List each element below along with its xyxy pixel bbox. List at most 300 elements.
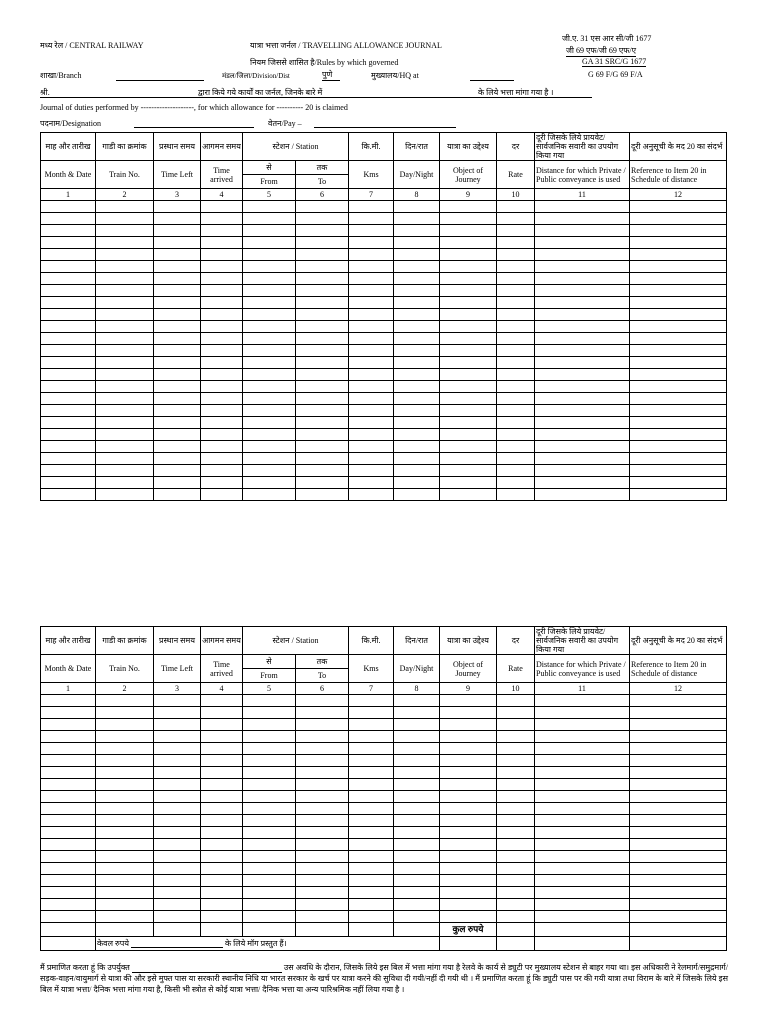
entry-cell[interactable]: [154, 719, 201, 731]
entry-cell[interactable]: [96, 297, 154, 309]
entry-cell[interactable]: [630, 273, 727, 285]
entry-cell[interactable]: [41, 779, 96, 791]
entry-cell[interactable]: [630, 731, 727, 743]
entry-cell[interactable]: [394, 357, 440, 369]
entry-cell[interactable]: [349, 465, 394, 477]
entry-cell[interactable]: [41, 731, 96, 743]
entry-cell[interactable]: [535, 779, 630, 791]
branch-field[interactable]: [116, 80, 204, 81]
entry-cell[interactable]: [96, 815, 154, 827]
entry-cell[interactable]: [41, 309, 96, 321]
entry-cell[interactable]: [154, 393, 201, 405]
entry-cell[interactable]: [497, 357, 535, 369]
division-value[interactable]: पुणे: [322, 69, 340, 81]
entry-cell[interactable]: [243, 261, 296, 273]
entry-cell[interactable]: [154, 803, 201, 815]
entry-cell[interactable]: [243, 815, 296, 827]
entry-cell[interactable]: [201, 201, 243, 213]
entry-cell[interactable]: [630, 851, 727, 863]
entry-cell[interactable]: [41, 381, 96, 393]
entry-cell[interactable]: [296, 767, 349, 779]
entry-cell[interactable]: [535, 369, 630, 381]
entry-cell[interactable]: [154, 875, 201, 887]
entry-cell[interactable]: [497, 417, 535, 429]
entry-cell[interactable]: [201, 381, 243, 393]
entry-cell[interactable]: [41, 707, 96, 719]
entry-cell[interactable]: [630, 815, 727, 827]
entry-cell[interactable]: [201, 731, 243, 743]
entry-cell[interactable]: [41, 297, 96, 309]
entry-cell[interactable]: [394, 201, 440, 213]
entry-cell[interactable]: [535, 719, 630, 731]
entry-cell[interactable]: [440, 237, 497, 249]
entry-cell[interactable]: [154, 261, 201, 273]
entry-cell[interactable]: [497, 285, 535, 297]
entry-cell[interactable]: [630, 767, 727, 779]
entry-cell[interactable]: [296, 249, 349, 261]
entry-cell[interactable]: [535, 767, 630, 779]
entry-cell[interactable]: [630, 453, 727, 465]
entry-cell[interactable]: [349, 261, 394, 273]
entry-cell[interactable]: [349, 851, 394, 863]
entry-cell[interactable]: [535, 815, 630, 827]
entry-cell[interactable]: [440, 731, 497, 743]
entry-cell[interactable]: [535, 201, 630, 213]
entry-cell[interactable]: [497, 213, 535, 225]
entry-cell[interactable]: [394, 405, 440, 417]
entry-cell[interactable]: [535, 899, 630, 911]
entry-cell[interactable]: [154, 899, 201, 911]
entry-cell[interactable]: [630, 201, 727, 213]
entry-cell[interactable]: [96, 333, 154, 345]
entry-cell[interactable]: [440, 791, 497, 803]
entry-cell[interactable]: [440, 875, 497, 887]
entry-cell[interactable]: [154, 297, 201, 309]
entry-cell[interactable]: [440, 285, 497, 297]
entry-cell[interactable]: [394, 369, 440, 381]
entry-cell[interactable]: [349, 453, 394, 465]
entry-cell[interactable]: [535, 755, 630, 767]
entry-cell[interactable]: [394, 225, 440, 237]
entry-cell[interactable]: [296, 273, 349, 285]
entry-cell[interactable]: [630, 249, 727, 261]
entry-cell[interactable]: [41, 273, 96, 285]
entry-cell[interactable]: [243, 839, 296, 851]
entry-cell[interactable]: [497, 863, 535, 875]
entry-cell[interactable]: [201, 743, 243, 755]
entry-cell[interactable]: [440, 827, 497, 839]
entry-cell[interactable]: [394, 911, 440, 923]
entry-cell[interactable]: [630, 225, 727, 237]
entry-cell[interactable]: [630, 695, 727, 707]
entry-cell[interactable]: [497, 297, 535, 309]
entry-cell[interactable]: [201, 417, 243, 429]
entry-cell[interactable]: [535, 911, 630, 923]
entry-cell[interactable]: [201, 863, 243, 875]
entry-cell[interactable]: [394, 767, 440, 779]
entry-cell[interactable]: [349, 213, 394, 225]
entry-cell[interactable]: [296, 899, 349, 911]
entry-cell[interactable]: [296, 369, 349, 381]
entry-cell[interactable]: [154, 743, 201, 755]
entry-cell[interactable]: [497, 249, 535, 261]
entry-cell[interactable]: [201, 719, 243, 731]
entry-cell[interactable]: [535, 381, 630, 393]
entry-cell[interactable]: [497, 381, 535, 393]
entry-cell[interactable]: [41, 345, 96, 357]
entry-cell[interactable]: [440, 333, 497, 345]
entry-cell[interactable]: [349, 405, 394, 417]
entry-cell[interactable]: [154, 779, 201, 791]
entry-cell[interactable]: [440, 887, 497, 899]
entry-cell[interactable]: [41, 237, 96, 249]
entry-cell[interactable]: [394, 321, 440, 333]
entry-cell[interactable]: [296, 261, 349, 273]
entry-cell[interactable]: [296, 285, 349, 297]
entry-cell[interactable]: [243, 899, 296, 911]
entry-cell[interactable]: [630, 755, 727, 767]
entry-cell[interactable]: [535, 261, 630, 273]
entry-cell[interactable]: [296, 803, 349, 815]
entry-cell[interactable]: [201, 791, 243, 803]
entry-cell[interactable]: [394, 489, 440, 501]
entry-cell[interactable]: [296, 225, 349, 237]
entry-cell[interactable]: [630, 357, 727, 369]
entry-cell[interactable]: [41, 225, 96, 237]
entry-cell[interactable]: [296, 321, 349, 333]
entry-cell[interactable]: [440, 453, 497, 465]
entry-cell[interactable]: [630, 899, 727, 911]
hq-field[interactable]: [470, 80, 514, 81]
entry-cell[interactable]: [349, 719, 394, 731]
entry-cell[interactable]: [440, 743, 497, 755]
entry-cell[interactable]: [535, 707, 630, 719]
entry-cell[interactable]: [535, 357, 630, 369]
entry-cell[interactable]: [243, 465, 296, 477]
entry-cell[interactable]: [201, 345, 243, 357]
entry-cell[interactable]: [96, 309, 154, 321]
entry-cell[interactable]: [243, 297, 296, 309]
entry-cell[interactable]: [243, 369, 296, 381]
entry-cell[interactable]: [154, 465, 201, 477]
entry-cell[interactable]: [535, 465, 630, 477]
entry-cell[interactable]: [630, 719, 727, 731]
entry-cell[interactable]: [96, 489, 154, 501]
entry-cell[interactable]: [96, 213, 154, 225]
pay-field[interactable]: [314, 127, 456, 128]
entry-cell[interactable]: [394, 803, 440, 815]
entry-cell[interactable]: [154, 863, 201, 875]
entry-cell[interactable]: [535, 851, 630, 863]
entry-cell[interactable]: [440, 477, 497, 489]
entry-cell[interactable]: [440, 225, 497, 237]
total-distance-cell[interactable]: [535, 923, 630, 937]
entry-cell[interactable]: [201, 779, 243, 791]
entry-cell[interactable]: [96, 755, 154, 767]
entry-cell[interactable]: [96, 357, 154, 369]
entry-cell[interactable]: [630, 309, 727, 321]
entry-cell[interactable]: [394, 213, 440, 225]
entry-cell[interactable]: [154, 357, 201, 369]
entry-cell[interactable]: [201, 803, 243, 815]
entry-cell[interactable]: [440, 695, 497, 707]
entry-cell[interactable]: [41, 357, 96, 369]
entry-cell[interactable]: [394, 417, 440, 429]
entry-cell[interactable]: [41, 285, 96, 297]
entry-cell[interactable]: [394, 839, 440, 851]
entry-cell[interactable]: [154, 381, 201, 393]
entry-cell[interactable]: [535, 393, 630, 405]
entry-cell[interactable]: [497, 321, 535, 333]
entry-cell[interactable]: [440, 297, 497, 309]
entry-cell[interactable]: [440, 417, 497, 429]
entry-cell[interactable]: [154, 695, 201, 707]
entry-cell[interactable]: [96, 237, 154, 249]
entry-cell[interactable]: [630, 261, 727, 273]
entry-cell[interactable]: [201, 357, 243, 369]
entry-cell[interactable]: [154, 237, 201, 249]
entry-cell[interactable]: [201, 453, 243, 465]
entry-cell[interactable]: [154, 851, 201, 863]
entry-cell[interactable]: [201, 465, 243, 477]
entry-cell[interactable]: [296, 815, 349, 827]
entry-cell[interactable]: [41, 743, 96, 755]
entry-cell[interactable]: [440, 357, 497, 369]
entry-cell[interactable]: [535, 273, 630, 285]
entry-cell[interactable]: [394, 261, 440, 273]
entry-cell[interactable]: [243, 755, 296, 767]
entry-cell[interactable]: [41, 213, 96, 225]
entry-cell[interactable]: [243, 405, 296, 417]
entry-cell[interactable]: [497, 887, 535, 899]
entry-cell[interactable]: [394, 237, 440, 249]
entry-cell[interactable]: [535, 213, 630, 225]
entry-cell[interactable]: [296, 719, 349, 731]
entry-cell[interactable]: [41, 333, 96, 345]
entry-cell[interactable]: [630, 839, 727, 851]
entry-cell[interactable]: [497, 369, 535, 381]
entry-cell[interactable]: [96, 369, 154, 381]
entry-cell[interactable]: [630, 863, 727, 875]
entry-cell[interactable]: [394, 381, 440, 393]
entry-cell[interactable]: [440, 441, 497, 453]
entry-cell[interactable]: [296, 707, 349, 719]
entry-cell[interactable]: [349, 201, 394, 213]
entry-cell[interactable]: [497, 839, 535, 851]
entry-cell[interactable]: [630, 213, 727, 225]
entry-cell[interactable]: [201, 887, 243, 899]
entry-cell[interactable]: [243, 851, 296, 863]
entry-cell[interactable]: [201, 477, 243, 489]
entry-cell[interactable]: [630, 429, 727, 441]
entry-cell[interactable]: [535, 863, 630, 875]
entry-cell[interactable]: [41, 887, 96, 899]
entry-cell[interactable]: [96, 477, 154, 489]
entry-cell[interactable]: [349, 827, 394, 839]
entry-cell[interactable]: [41, 261, 96, 273]
entry-cell[interactable]: [440, 213, 497, 225]
entry-cell[interactable]: [296, 309, 349, 321]
entry-cell[interactable]: [535, 887, 630, 899]
entry-cell[interactable]: [296, 405, 349, 417]
entry-cell[interactable]: [349, 429, 394, 441]
entry-cell[interactable]: [440, 779, 497, 791]
entry-cell[interactable]: [41, 695, 96, 707]
entry-cell[interactable]: [630, 369, 727, 381]
entry-cell[interactable]: [497, 899, 535, 911]
entry-cell[interactable]: [243, 309, 296, 321]
entry-cell[interactable]: [243, 911, 296, 923]
entry-cell[interactable]: [243, 731, 296, 743]
entry-cell[interactable]: [630, 911, 727, 923]
entry-cell[interactable]: [349, 441, 394, 453]
entry-cell[interactable]: [394, 477, 440, 489]
entry-cell[interactable]: [440, 489, 497, 501]
entry-cell[interactable]: [154, 815, 201, 827]
entry-cell[interactable]: [96, 417, 154, 429]
entry-cell[interactable]: [630, 393, 727, 405]
entry-cell[interactable]: [96, 851, 154, 863]
entry-cell[interactable]: [349, 225, 394, 237]
entry-cell[interactable]: [201, 225, 243, 237]
entry-cell[interactable]: [497, 815, 535, 827]
entry-cell[interactable]: [154, 369, 201, 381]
entry-cell[interactable]: [296, 465, 349, 477]
entry-cell[interactable]: [497, 441, 535, 453]
entry-cell[interactable]: [630, 707, 727, 719]
entry-cell[interactable]: [440, 429, 497, 441]
entry-cell[interactable]: [41, 441, 96, 453]
entry-cell[interactable]: [243, 719, 296, 731]
entry-cell[interactable]: [535, 309, 630, 321]
entry-cell[interactable]: [243, 827, 296, 839]
entry-cell[interactable]: [394, 827, 440, 839]
entry-cell[interactable]: [394, 755, 440, 767]
entry-cell[interactable]: [630, 441, 727, 453]
entry-cell[interactable]: [96, 779, 154, 791]
entry-cell[interactable]: [394, 333, 440, 345]
entry-cell[interactable]: [243, 779, 296, 791]
entry-cell[interactable]: [41, 899, 96, 911]
entry-cell[interactable]: [349, 417, 394, 429]
entry-cell[interactable]: [440, 707, 497, 719]
entry-cell[interactable]: [96, 345, 154, 357]
entry-cell[interactable]: [96, 767, 154, 779]
entry-cell[interactable]: [630, 827, 727, 839]
entry-cell[interactable]: [296, 333, 349, 345]
entry-cell[interactable]: [535, 417, 630, 429]
entry-cell[interactable]: [535, 345, 630, 357]
entry-cell[interactable]: [497, 755, 535, 767]
entry-cell[interactable]: [440, 815, 497, 827]
entry-cell[interactable]: [497, 743, 535, 755]
entry-cell[interactable]: [630, 779, 727, 791]
entry-cell[interactable]: [154, 309, 201, 321]
entry-cell[interactable]: [349, 321, 394, 333]
entry-cell[interactable]: [96, 803, 154, 815]
entry-cell[interactable]: [154, 731, 201, 743]
entry-cell[interactable]: [296, 755, 349, 767]
entry-cell[interactable]: [349, 345, 394, 357]
entry-cell[interactable]: [394, 429, 440, 441]
entry-cell[interactable]: [201, 899, 243, 911]
entry-cell[interactable]: [497, 333, 535, 345]
entry-cell[interactable]: [41, 791, 96, 803]
entry-cell[interactable]: [201, 815, 243, 827]
entry-cell[interactable]: [41, 417, 96, 429]
entry-cell[interactable]: [535, 249, 630, 261]
entry-cell[interactable]: [201, 875, 243, 887]
entry-cell[interactable]: [296, 213, 349, 225]
entry-cell[interactable]: [497, 695, 535, 707]
entry-cell[interactable]: [201, 441, 243, 453]
entry-cell[interactable]: [394, 441, 440, 453]
entry-cell[interactable]: [201, 393, 243, 405]
entry-cell[interactable]: [630, 345, 727, 357]
entry-cell[interactable]: [394, 791, 440, 803]
entry-cell[interactable]: [243, 249, 296, 261]
entry-cell[interactable]: [394, 345, 440, 357]
entry-cell[interactable]: [394, 695, 440, 707]
entry-cell[interactable]: [154, 791, 201, 803]
entry-cell[interactable]: [154, 201, 201, 213]
entry-cell[interactable]: [154, 453, 201, 465]
entry-cell[interactable]: [41, 369, 96, 381]
entry-cell[interactable]: [535, 405, 630, 417]
entry-cell[interactable]: [96, 911, 154, 923]
total-rate-cell[interactable]: [497, 923, 535, 937]
entry-cell[interactable]: [296, 489, 349, 501]
entry-cell[interactable]: [96, 875, 154, 887]
entry-cell[interactable]: [497, 261, 535, 273]
entry-cell[interactable]: [394, 453, 440, 465]
entry-cell[interactable]: [349, 357, 394, 369]
entry-cell[interactable]: [394, 899, 440, 911]
entry-cell[interactable]: [201, 695, 243, 707]
entry-cell[interactable]: [535, 839, 630, 851]
entry-cell[interactable]: [296, 875, 349, 887]
entry-cell[interactable]: [497, 345, 535, 357]
entry-cell[interactable]: [630, 875, 727, 887]
entry-cell[interactable]: [349, 863, 394, 875]
entry-cell[interactable]: [41, 249, 96, 261]
entry-cell[interactable]: [154, 441, 201, 453]
entry-cell[interactable]: [630, 405, 727, 417]
entry-cell[interactable]: [243, 333, 296, 345]
entry-cell[interactable]: [349, 381, 394, 393]
entry-cell[interactable]: [349, 237, 394, 249]
entry-cell[interactable]: [243, 201, 296, 213]
entry-cell[interactable]: [296, 441, 349, 453]
entry-cell[interactable]: [349, 803, 394, 815]
entry-cell[interactable]: [201, 755, 243, 767]
entry-cell[interactable]: [96, 453, 154, 465]
entry-cell[interactable]: [41, 851, 96, 863]
entry-cell[interactable]: [349, 875, 394, 887]
entry-cell[interactable]: [243, 225, 296, 237]
entry-cell[interactable]: [440, 755, 497, 767]
entry-cell[interactable]: [243, 743, 296, 755]
entry-cell[interactable]: [535, 225, 630, 237]
entry-cell[interactable]: [440, 345, 497, 357]
entry-cell[interactable]: [154, 417, 201, 429]
entry-cell[interactable]: [296, 381, 349, 393]
entry-cell[interactable]: [154, 489, 201, 501]
entry-cell[interactable]: [243, 707, 296, 719]
entry-cell[interactable]: [296, 887, 349, 899]
entry-cell[interactable]: [440, 899, 497, 911]
entry-cell[interactable]: [96, 393, 154, 405]
